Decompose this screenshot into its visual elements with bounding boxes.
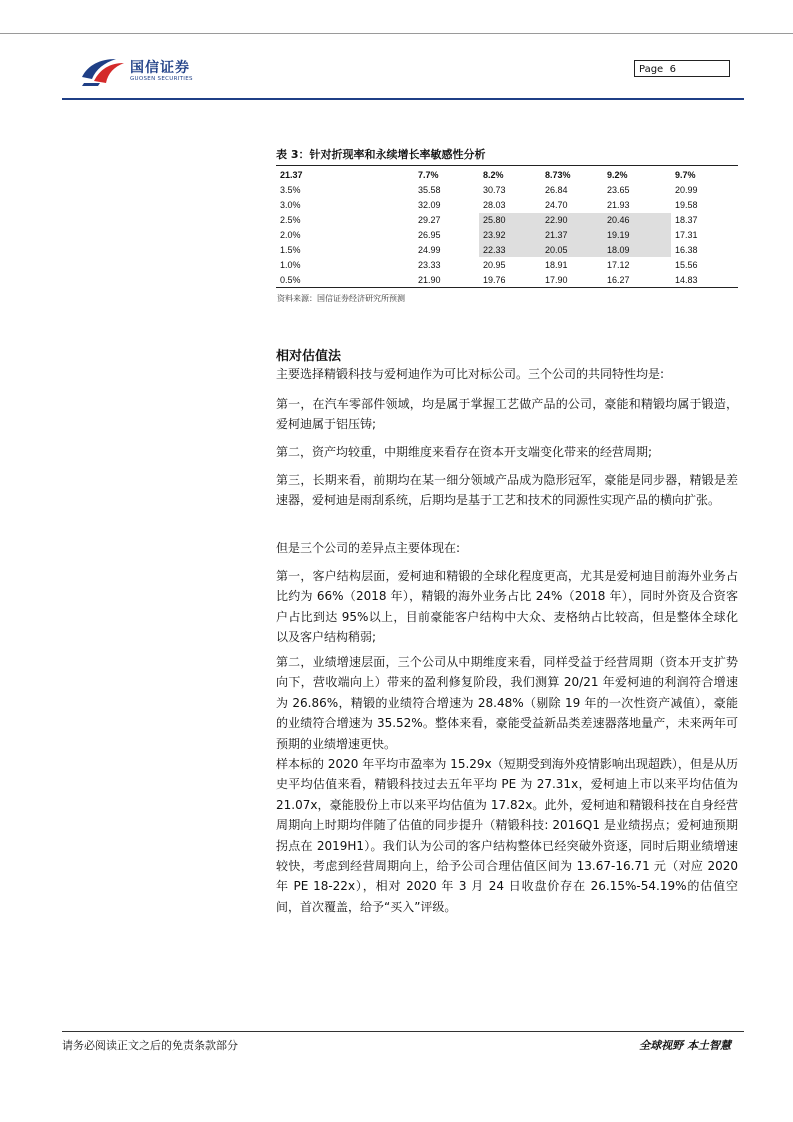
table-caption: 表 3：针对折现率和永续增长率敏感性分析 — [276, 148, 486, 161]
paragraph-common-2: 第二，资产均较重，中期维度来看存在资本开支端变化带来的经营周期; — [276, 445, 653, 459]
guosen-logo-icon — [80, 55, 126, 87]
table-header-cell: 8.73% — [545, 170, 571, 181]
table-cell: 26.84 — [545, 185, 568, 196]
paragraph-valuation: 样本标的 2020 年平均市盈率为 15.29x（短期受到海外疫情影响出现超跌），但是从历史平均估值来看，精锻科技过去五年平均 PE 为 27.31x，爱柯迪上市以来平均估值为 21.07x，豪能股份上市以来平均估值为 17.82x。此外，爱柯迪和精锻科技在自身经营周期向上时期均伴随了估值的同步提升（精锻科技: 2016Q1 是业绩拐点；爱柯迪预期拐点在 2019H1）。我们认为公司的客户结构整体已经突破外资逐，同时后期业绩增速较快，考虑到经营周期向上，给予公司合理估值区间为 13.67-16.71 元（对应 2020 年 PE 18-22x），相对 2020 年 3 月 24 日收盘价存在 26.15%-54.19%的估值空间，首次覆盖，给予“买入”评级。 — [276, 757, 738, 914]
caption-rule — [276, 165, 738, 166]
paragraph-differences: 但是三个公司的差异点主要体现在: — [276, 541, 461, 555]
table-row — [276, 198, 738, 213]
table-cell: 2.0% — [280, 230, 301, 240]
table-cell: 26.95 — [418, 230, 441, 240]
table-cell: 24.70 — [545, 200, 568, 211]
brand-logo — [80, 55, 210, 87]
table-bottom-rule — [276, 287, 738, 288]
table-cell: 3.5% — [280, 185, 301, 196]
table-cell: 20.95 — [483, 259, 506, 270]
footer-rule — [62, 1031, 744, 1032]
table-cell: 20.99 — [675, 185, 698, 196]
table-cell: 32.09 — [418, 200, 441, 211]
table-cell: 21.93 — [607, 200, 630, 211]
table-header-cell: 9.7% — [675, 170, 696, 181]
table-cell-highlighted: 21.37 — [541, 228, 603, 243]
table-cell: 19.58 — [675, 200, 698, 211]
table-cell-highlighted: 19.19 — [603, 228, 671, 243]
table-row — [276, 183, 738, 198]
table-cell-highlighted: 20.46 — [603, 213, 671, 228]
table-cell-highlighted: 18.09 — [603, 242, 671, 257]
table-cell: 0.5% — [280, 274, 301, 285]
paragraph-diff-2: 第二，业绩增速层面，三个公司从中期维度来看，同样受益于经营周期（资本开支扩势向下，营收端向上）带来的盈利修复阶段，我们测算 20/21 年爱柯迪的利润符合增速为 26.86%，精锻的业绩符合增速为 28.48%（剔除 19 年的一次性资产减值），豪能的业绩符合增速为 35.52%。整体来看，豪能受益新品类差速器落地量产，未来两年可预期的业绩增速更快。 — [276, 655, 738, 751]
page-label: Page — [639, 64, 664, 75]
paragraph-intro: 主要选择精锻科技与爱柯迪作为可比对标公司。三个公司的共同特性均是: — [276, 367, 665, 381]
table-source-note: 资料来源：国信证券经济研究所预测 — [277, 294, 405, 303]
table-cell-highlighted: 22.33 — [479, 242, 541, 257]
page-indicator — [634, 60, 730, 77]
table-cell: 29.27 — [418, 215, 441, 226]
table-cell: 18.91 — [545, 259, 568, 270]
table-cell: 17.31 — [675, 230, 698, 240]
section-title: 相对估值法 — [276, 349, 342, 364]
top-rule — [0, 33, 793, 34]
table-header-cell: 21.37 — [280, 170, 303, 181]
table-cell: 2.5% — [280, 215, 301, 226]
table-cell-highlighted: 23.92 — [479, 228, 541, 243]
page-number: 6 — [669, 64, 676, 75]
footer-slogan: 全球视野 本土智慧 — [639, 1039, 731, 1052]
table-row — [276, 213, 738, 228]
table-cell: 14.83 — [675, 274, 698, 285]
table-cell: 21.90 — [418, 274, 441, 285]
table-cell: 28.03 — [483, 200, 506, 211]
table-header-cell: 7.7% — [418, 170, 439, 181]
table-cell-highlighted: 22.90 — [541, 213, 603, 228]
table-cell: 35.58 — [418, 185, 441, 196]
table-row — [276, 272, 738, 287]
table-cell-highlighted: 20.05 — [541, 242, 603, 257]
table-cell: 23.65 — [607, 185, 630, 196]
table-row — [276, 242, 738, 257]
table-cell: 17.90 — [545, 274, 568, 285]
table-cell: 23.33 — [418, 259, 441, 270]
footer-disclaimer: 请务必阅读正文之后的免责条款部分 — [62, 1039, 238, 1052]
table-row — [276, 228, 738, 243]
table-cell: 18.37 — [675, 215, 698, 226]
table-cell: 1.5% — [280, 244, 301, 255]
table-cell-highlighted: 25.80 — [479, 213, 541, 228]
table-cell: 17.12 — [607, 259, 630, 270]
header-rule — [62, 98, 744, 100]
table-cell: 3.0% — [280, 200, 301, 211]
table-cell: 24.99 — [418, 244, 441, 255]
brand-name-en: GUOSEN SECURITIES — [130, 76, 193, 82]
brand-name-cn: 国信证券 — [130, 60, 190, 76]
table-row — [276, 257, 738, 272]
table-cell: 1.0% — [280, 259, 301, 270]
table-cell: 19.76 — [483, 274, 506, 285]
table-header-row — [276, 168, 738, 183]
table-cell: 16.27 — [607, 274, 630, 285]
table-header-cell: 9.2% — [607, 170, 628, 181]
sensitivity-table — [276, 168, 738, 287]
table-cell: 30.73 — [483, 185, 506, 196]
paragraph-common-3: 第三，长期来看，前期均在某一细分领域产品成为隐形冠军，豪能是同步器，精锻是差速器，爱柯迪是雨刮系统，后期均是基于工艺和技术的同源性实现产品的横向扩张。 — [276, 473, 738, 508]
table-cell: 15.56 — [675, 259, 698, 270]
paragraph-common-1: 第一，在汽车零部件领域，均是属于掌握工艺做产品的公司，豪能和精锻均属于锻造，爱柯迪属于铝压铸; — [276, 397, 738, 432]
table-header-cell: 8.2% — [483, 170, 504, 181]
paragraph-diff-1: 第一，客户结构层面，爱柯迪和精锻的全球化程度更高，尤其是爱柯迪目前海外业务占比约为 66%（2018 年），精锻的海外业务占比 24%（2018 年），同时外资及合资客户占比到达 95%以上，目前豪能客户结构中大众、麦格纳占比较高，但是整体全球化以及客户结构稍弱; — [276, 569, 738, 645]
table-cell: 16.38 — [675, 244, 698, 255]
